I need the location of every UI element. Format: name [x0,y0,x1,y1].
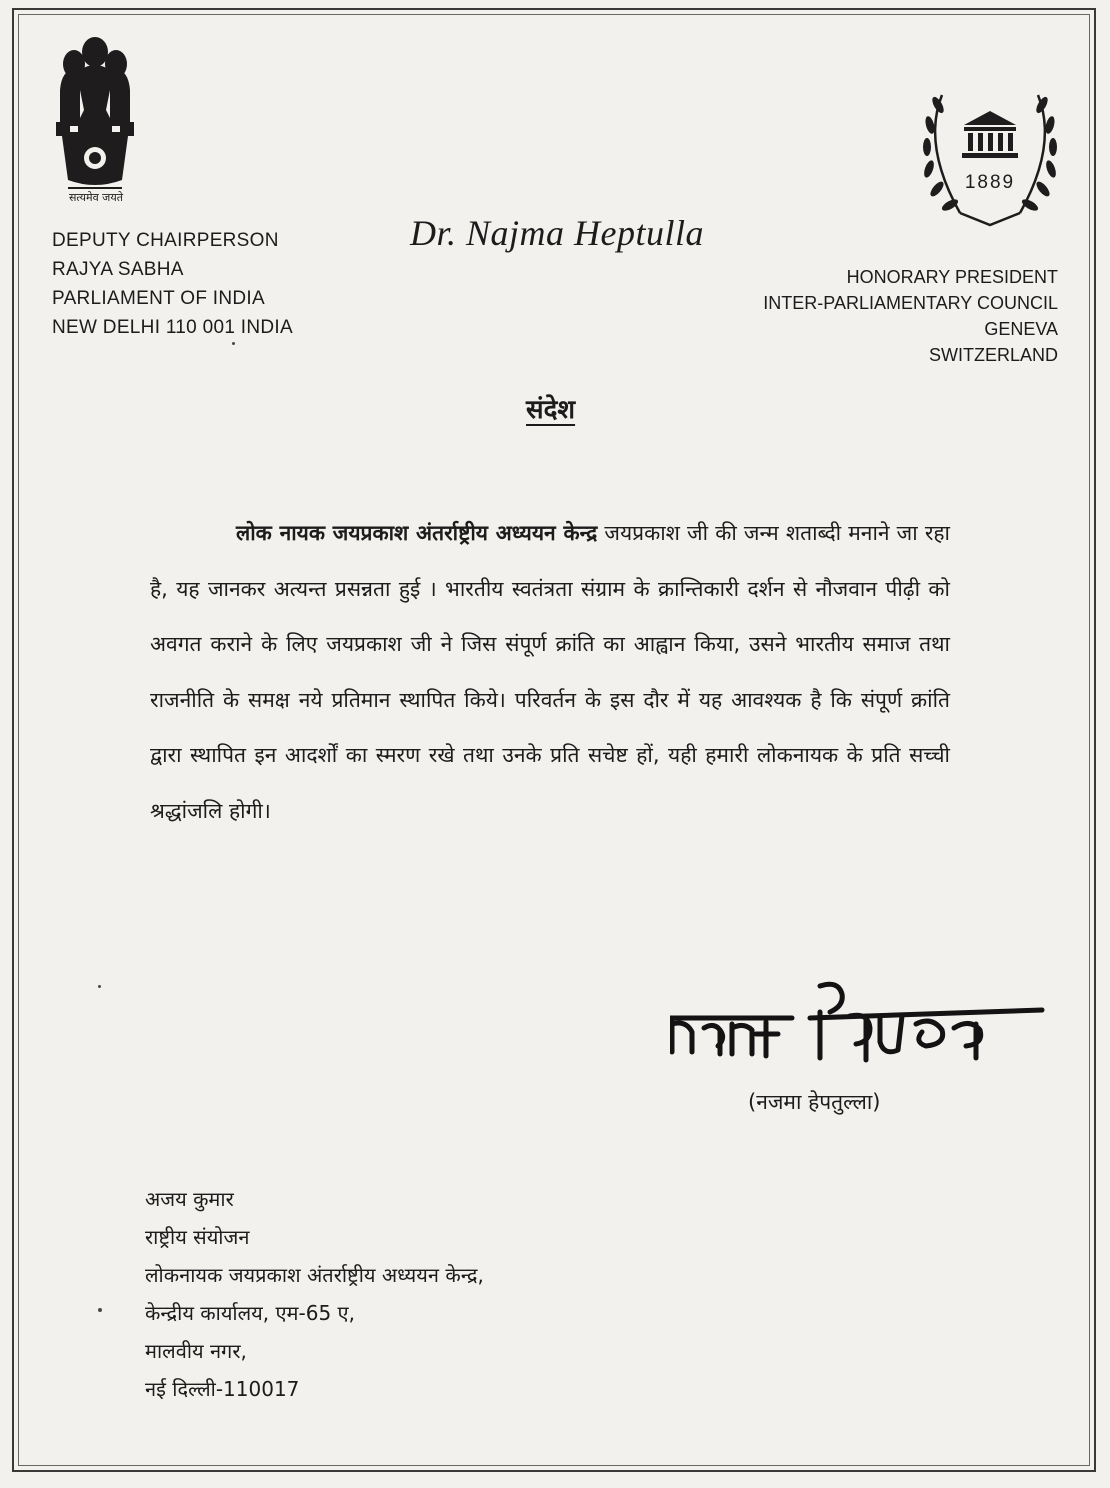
message-heading: संदेश [526,395,576,425]
message-text: जयप्रकाश जी की जन्म शताब्दी मनाने जा रहा है, यह जानकर अत्यन्त प्रसन्नता हुई । भारतीय स्वतंत्रता संग्राम के क्रान्तिकारी दर्शन से नौजवान पीढ़ी को अवगत कराने के लिए जयप्रकाश जी ने जिस संपूर्ण क्रांति का आह्वान किया, उसने भारतीय समाज तथा राजनीति के समक्ष नये प्रतिमान स्थापित किये। परिवर्तन के इस दौर में यह आवश्यक है कि संपूर्ण क्रांति द्वारा स्थापित इन आदर्शों का स्मरण रखे तथा उनके प्रति सचेष्ट हों, यही हमारी लोकनायक के प्रति सच्ची श्रद्धांजलि होगी। [150,521,950,823]
parliament-line: PARLIAMENT OF INDIA [52,288,265,309]
ipu-logo-year: 1889 [964,172,1016,193]
honorary-title-line: HONORARY PRESIDENT [846,267,1058,287]
house-line: RAJYA SABHA [52,259,184,280]
recipient-designation: राष्ट्रीय संयोजन [145,1225,250,1249]
handwritten-signature [670,972,1050,1072]
scan-speck [98,985,101,988]
recipient-name: अजय कुमार [145,1187,234,1211]
national-emblem-icon [50,30,140,210]
council-line: INTER-PARLIAMENTARY COUNCIL [763,293,1058,313]
geneva-line: GENEVA [984,319,1058,339]
scan-speck [98,1308,102,1312]
organisation-name: लोक नायक जयप्रकाश अंतर्राष्ट्रीय अध्ययन केन्द्र [236,521,598,545]
recipient-city: नई दिल्ली-110017 [145,1377,300,1401]
scan-speck [232,342,235,345]
right-address-block [763,264,1058,368]
recipient-locality: मालवीय नगर, [145,1339,247,1363]
signatory-name: (नजमा हेपतुल्ला) [748,1090,881,1114]
city-line: NEW DELHI 110 001 INDIA [52,317,293,338]
ipu-laurel-logo-icon [920,75,1060,235]
national-motto: सत्यमेव जयते [68,191,123,204]
country-line: SWITZERLAND [928,345,1058,365]
recipient-office: केन्द्रीय कार्यालय, एम-65 ए, [145,1301,355,1325]
left-address-block [52,226,293,342]
recipient-organisation: लोकनायक जयप्रकाश अंतर्राष्ट्रीय अध्ययन केन्द्र, [145,1263,484,1287]
message-body [150,506,950,839]
recipient-address-block [145,1180,484,1408]
sender-name-heading: Dr. Najma Heptulla [410,213,705,253]
designation-line: DEPUTY CHAIRPERSON [52,230,279,251]
